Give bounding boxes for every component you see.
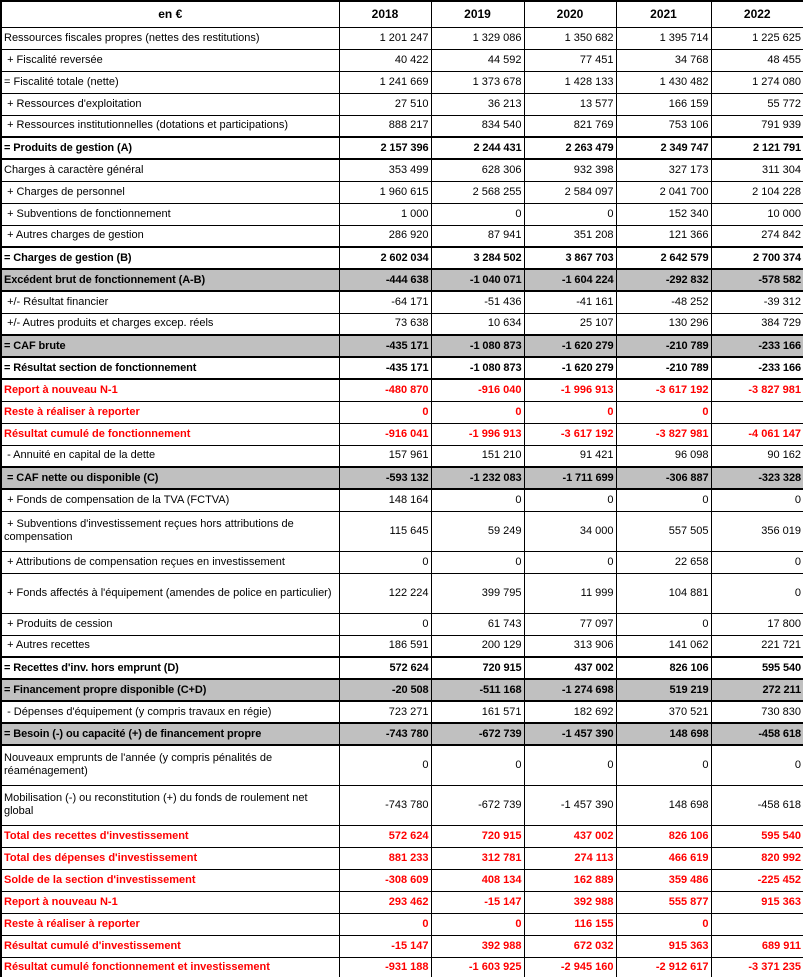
row-label: Reste à réaliser à reporter — [1, 401, 339, 423]
value-cell: 2 157 396 — [339, 137, 431, 159]
value-cell: -672 739 — [431, 723, 524, 745]
value-cell: -458 618 — [711, 723, 803, 745]
table-row — [1, 27, 803, 49]
value-cell: -435 171 — [339, 357, 431, 379]
table-row — [1, 93, 803, 115]
table-row — [1, 489, 803, 511]
table-row — [1, 225, 803, 247]
value-cell: 13 577 — [524, 93, 616, 115]
value-cell: 61 743 — [431, 613, 524, 635]
value-cell: 1 395 714 — [616, 27, 711, 49]
row-label: + Charges de personnel — [1, 181, 339, 203]
value-cell: 2 121 791 — [711, 137, 803, 159]
value-cell: 44 592 — [431, 49, 524, 71]
value-cell: 0 — [616, 401, 711, 423]
value-cell: -1 603 925 — [431, 957, 524, 977]
value-cell: -1 604 224 — [524, 269, 616, 291]
value-cell: 151 210 — [431, 445, 524, 467]
table-row — [1, 935, 803, 957]
value-cell: 116 155 — [524, 913, 616, 935]
value-cell: 2 568 255 — [431, 181, 524, 203]
table-row — [1, 869, 803, 891]
value-cell: -1 040 071 — [431, 269, 524, 291]
row-label: Résultat cumulé fonctionnement et investissement — [1, 957, 339, 977]
row-label: Mobilisation (-) ou reconstitution (+) du fonds de roulement net global — [1, 785, 339, 825]
value-cell: 91 421 — [524, 445, 616, 467]
value-cell — [711, 913, 803, 935]
value-cell: 152 340 — [616, 203, 711, 225]
value-cell: 628 306 — [431, 159, 524, 181]
value-cell: 791 939 — [711, 115, 803, 137]
unit-header: en € — [1, 1, 339, 27]
value-cell: 820 992 — [711, 847, 803, 869]
value-cell: 0 — [431, 489, 524, 511]
row-label: - Annuité en capital de la dette — [1, 445, 339, 467]
value-cell: 0 — [339, 401, 431, 423]
value-cell: 0 — [339, 745, 431, 785]
row-label: = Financement propre disponible (C+D) — [1, 679, 339, 701]
value-cell: 826 106 — [616, 657, 711, 679]
row-label: = Charges de gestion (B) — [1, 247, 339, 269]
value-cell: 888 217 — [339, 115, 431, 137]
value-cell: 55 772 — [711, 93, 803, 115]
row-label: = CAF brute — [1, 335, 339, 357]
value-cell: -480 870 — [339, 379, 431, 401]
table-row — [1, 613, 803, 635]
value-cell: 353 499 — [339, 159, 431, 181]
value-cell: 2 104 228 — [711, 181, 803, 203]
value-cell: -308 609 — [339, 869, 431, 891]
value-cell: 834 540 — [431, 115, 524, 137]
value-cell: 0 — [339, 551, 431, 573]
value-cell: 0 — [524, 551, 616, 573]
value-cell: 1 274 080 — [711, 71, 803, 93]
value-cell: 48 455 — [711, 49, 803, 71]
value-cell: 59 249 — [431, 511, 524, 551]
value-cell: 1 000 — [339, 203, 431, 225]
value-cell: 141 062 — [616, 635, 711, 657]
value-cell: -3 617 192 — [616, 379, 711, 401]
row-label: Résultat cumulé de fonctionnement — [1, 423, 339, 445]
table-row — [1, 847, 803, 869]
value-cell: 723 271 — [339, 701, 431, 723]
table-row — [1, 269, 803, 291]
value-cell: 1 241 669 — [339, 71, 431, 93]
value-cell: 73 638 — [339, 313, 431, 335]
value-cell: 437 002 — [524, 657, 616, 679]
value-cell: 1 430 482 — [616, 71, 711, 93]
value-cell: 161 571 — [431, 701, 524, 723]
row-label: = CAF nette ou disponible (C) — [1, 467, 339, 489]
value-cell: 274 113 — [524, 847, 616, 869]
value-cell: 186 591 — [339, 635, 431, 657]
value-cell: 200 129 — [431, 635, 524, 657]
value-cell: 90 162 — [711, 445, 803, 467]
value-cell: -444 638 — [339, 269, 431, 291]
value-cell: 826 106 — [616, 825, 711, 847]
value-cell: 148 164 — [339, 489, 431, 511]
row-label: +/- Résultat financier — [1, 291, 339, 313]
value-cell: 312 781 — [431, 847, 524, 869]
value-cell: 730 830 — [711, 701, 803, 723]
table-row — [1, 745, 803, 785]
value-cell: 10 000 — [711, 203, 803, 225]
table-row — [1, 785, 803, 825]
value-cell: 122 224 — [339, 573, 431, 613]
value-cell: 104 881 — [616, 573, 711, 613]
value-cell: 595 540 — [711, 825, 803, 847]
value-cell: -3 617 192 — [524, 423, 616, 445]
row-label: Reste à réaliser à reporter — [1, 913, 339, 935]
row-label: Nouveaux emprunts de l'année (y compris pénalités de réaménagement) — [1, 745, 339, 785]
value-cell: -1 620 279 — [524, 335, 616, 357]
value-cell: 313 906 — [524, 635, 616, 657]
value-cell: 689 911 — [711, 935, 803, 957]
value-cell: 932 398 — [524, 159, 616, 181]
table-row — [1, 657, 803, 679]
row-label: + Fonds de compensation de la TVA (FCTVA) — [1, 489, 339, 511]
value-cell: 0 — [431, 203, 524, 225]
value-cell: 286 920 — [339, 225, 431, 247]
value-cell: -41 161 — [524, 291, 616, 313]
value-cell: 77 451 — [524, 49, 616, 71]
value-cell: 1 201 247 — [339, 27, 431, 49]
value-cell: 437 002 — [524, 825, 616, 847]
value-cell: 10 634 — [431, 313, 524, 335]
row-label: + Produits de cession — [1, 613, 339, 635]
value-cell: 2 349 747 — [616, 137, 711, 159]
row-label: Solde de la section d'investissement — [1, 869, 339, 891]
value-cell: -1 996 913 — [431, 423, 524, 445]
value-cell: 572 624 — [339, 657, 431, 679]
value-cell: 0 — [431, 551, 524, 573]
value-cell: 0 — [431, 913, 524, 935]
value-cell: 40 422 — [339, 49, 431, 71]
table-row — [1, 423, 803, 445]
value-cell: 0 — [711, 745, 803, 785]
value-cell: 274 842 — [711, 225, 803, 247]
value-cell: -15 147 — [431, 891, 524, 913]
value-cell: -931 188 — [339, 957, 431, 977]
value-cell: -15 147 — [339, 935, 431, 957]
value-cell: 221 721 — [711, 635, 803, 657]
table-row — [1, 551, 803, 573]
value-cell: 1 960 615 — [339, 181, 431, 203]
value-cell: -1 996 913 — [524, 379, 616, 401]
value-cell: 557 505 — [616, 511, 711, 551]
value-cell: -3 371 235 — [711, 957, 803, 977]
table-row — [1, 181, 803, 203]
row-label: + Autres recettes — [1, 635, 339, 657]
value-cell: 0 — [711, 489, 803, 511]
value-cell: 272 211 — [711, 679, 803, 701]
row-label: = Produits de gestion (A) — [1, 137, 339, 159]
row-label: + Fiscalité reversée — [1, 49, 339, 71]
value-cell: 408 134 — [431, 869, 524, 891]
value-cell: 77 097 — [524, 613, 616, 635]
row-label: + Ressources d'exploitation — [1, 93, 339, 115]
value-cell: -743 780 — [339, 723, 431, 745]
table-row — [1, 379, 803, 401]
value-cell: -916 040 — [431, 379, 524, 401]
value-cell: 2 584 097 — [524, 181, 616, 203]
value-cell: 36 213 — [431, 93, 524, 115]
value-cell: 0 — [431, 745, 524, 785]
value-cell: -48 252 — [616, 291, 711, 313]
row-label: Total des recettes d'investissement — [1, 825, 339, 847]
value-cell: 0 — [616, 745, 711, 785]
value-cell: 0 — [616, 489, 711, 511]
value-cell: 572 624 — [339, 825, 431, 847]
value-cell: -672 739 — [431, 785, 524, 825]
value-cell: 915 363 — [616, 935, 711, 957]
value-cell: 555 877 — [616, 891, 711, 913]
table-row — [1, 701, 803, 723]
value-cell: -458 618 — [711, 785, 803, 825]
row-label: + Subventions de fonctionnement — [1, 203, 339, 225]
value-cell: 11 999 — [524, 573, 616, 613]
value-cell: -3 827 981 — [711, 379, 803, 401]
row-label: + Fonds affectés à l'équipement (amendes de police en particulier) — [1, 573, 339, 613]
table-row — [1, 957, 803, 977]
value-cell: 1 329 086 — [431, 27, 524, 49]
value-cell: 370 521 — [616, 701, 711, 723]
table-row — [1, 159, 803, 181]
value-cell: 672 032 — [524, 935, 616, 957]
value-cell: -511 168 — [431, 679, 524, 701]
value-cell: -292 832 — [616, 269, 711, 291]
value-cell: 25 107 — [524, 313, 616, 335]
value-cell: 27 510 — [339, 93, 431, 115]
value-cell: 96 098 — [616, 445, 711, 467]
value-cell: -916 041 — [339, 423, 431, 445]
value-cell: -1 457 390 — [524, 723, 616, 745]
row-label: + Ressources institutionnelles (dotations et participations) — [1, 115, 339, 137]
value-cell: 1 350 682 — [524, 27, 616, 49]
value-cell: 359 486 — [616, 869, 711, 891]
row-label: Report à nouveau N-1 — [1, 379, 339, 401]
value-cell: 519 219 — [616, 679, 711, 701]
year-header-2020: 2020 — [524, 1, 616, 27]
year-header-2021: 2021 — [616, 1, 711, 27]
value-cell: -210 789 — [616, 357, 711, 379]
value-cell: 3 284 502 — [431, 247, 524, 269]
value-cell: 1 225 625 — [711, 27, 803, 49]
table-body — [1, 27, 803, 977]
row-label: = Résultat section de fonctionnement — [1, 357, 339, 379]
row-label: +/- Autres produits et charges excep. réels — [1, 313, 339, 335]
value-cell: 34 000 — [524, 511, 616, 551]
row-label: Total des dépenses d'investissement — [1, 847, 339, 869]
row-label: - Dépenses d'équipement (y compris travaux en régie) — [1, 701, 339, 723]
value-cell: 753 106 — [616, 115, 711, 137]
value-cell: -39 312 — [711, 291, 803, 313]
value-cell: -306 887 — [616, 467, 711, 489]
value-cell: 157 961 — [339, 445, 431, 467]
value-cell: 0 — [431, 401, 524, 423]
value-cell: 0 — [711, 551, 803, 573]
value-cell: -1 711 699 — [524, 467, 616, 489]
value-cell: -2 912 617 — [616, 957, 711, 977]
value-cell: 0 — [339, 613, 431, 635]
value-cell: -593 132 — [339, 467, 431, 489]
row-label: Ressources fiscales propres (nettes des restitutions) — [1, 27, 339, 49]
value-cell: 720 915 — [431, 825, 524, 847]
value-cell: -1 274 698 — [524, 679, 616, 701]
value-cell: 148 698 — [616, 723, 711, 745]
value-cell: -1 080 873 — [431, 335, 524, 357]
value-cell: 3 867 703 — [524, 247, 616, 269]
table-row — [1, 137, 803, 159]
value-cell: 148 698 — [616, 785, 711, 825]
value-cell: 0 — [524, 489, 616, 511]
value-cell: 399 795 — [431, 573, 524, 613]
table-row — [1, 71, 803, 93]
table-row — [1, 357, 803, 379]
value-cell: -225 452 — [711, 869, 803, 891]
value-cell: 392 988 — [524, 891, 616, 913]
year-header-2018: 2018 — [339, 1, 431, 27]
table-row — [1, 825, 803, 847]
value-cell: 0 — [524, 745, 616, 785]
value-cell: 311 304 — [711, 159, 803, 181]
value-cell: 327 173 — [616, 159, 711, 181]
value-cell: -4 061 147 — [711, 423, 803, 445]
value-cell: -1 620 279 — [524, 357, 616, 379]
row-label: = Besoin (-) ou capacité (+) de financement propre — [1, 723, 339, 745]
value-cell: 356 019 — [711, 511, 803, 551]
year-header-2022: 2022 — [711, 1, 803, 27]
value-cell: 351 208 — [524, 225, 616, 247]
value-cell: 466 619 — [616, 847, 711, 869]
value-cell: 2 244 431 — [431, 137, 524, 159]
value-cell: 0 — [616, 913, 711, 935]
row-label: Charges à caractère général — [1, 159, 339, 181]
value-cell: -3 827 981 — [616, 423, 711, 445]
table-row — [1, 313, 803, 335]
value-cell: 915 363 — [711, 891, 803, 913]
table-row — [1, 511, 803, 551]
row-label: + Attributions de compensation reçues en investissement — [1, 551, 339, 573]
value-cell: -578 582 — [711, 269, 803, 291]
value-cell: 0 — [524, 203, 616, 225]
value-cell: -51 436 — [431, 291, 524, 313]
value-cell: 0 — [339, 913, 431, 935]
value-cell: -233 166 — [711, 357, 803, 379]
table-row — [1, 913, 803, 935]
value-cell: -435 171 — [339, 335, 431, 357]
value-cell: 162 889 — [524, 869, 616, 891]
value-cell: 121 366 — [616, 225, 711, 247]
table-row — [1, 291, 803, 313]
value-cell: -20 508 — [339, 679, 431, 701]
row-label: = Fiscalité totale (nette) — [1, 71, 339, 93]
value-cell: 392 988 — [431, 935, 524, 957]
value-cell: -210 789 — [616, 335, 711, 357]
row-label: + Subventions d'investissement reçues hors attributions de compensation — [1, 511, 339, 551]
value-cell: 34 768 — [616, 49, 711, 71]
value-cell: 720 915 — [431, 657, 524, 679]
value-cell: -323 328 — [711, 467, 803, 489]
value-cell: 2 602 034 — [339, 247, 431, 269]
header-row — [1, 1, 803, 27]
value-cell: 2 700 374 — [711, 247, 803, 269]
row-label: = Recettes d'inv. hors emprunt (D) — [1, 657, 339, 679]
table-row — [1, 573, 803, 613]
row-label: Excédent brut de fonctionnement (A-B) — [1, 269, 339, 291]
value-cell: 2 263 479 — [524, 137, 616, 159]
value-cell: 17 800 — [711, 613, 803, 635]
value-cell: -233 166 — [711, 335, 803, 357]
value-cell: 1 373 678 — [431, 71, 524, 93]
value-cell: 821 769 — [524, 115, 616, 137]
value-cell: 384 729 — [711, 313, 803, 335]
value-cell: 182 692 — [524, 701, 616, 723]
value-cell: 166 159 — [616, 93, 711, 115]
value-cell: 0 — [616, 613, 711, 635]
table-row — [1, 679, 803, 701]
value-cell: 87 941 — [431, 225, 524, 247]
value-cell: 22 658 — [616, 551, 711, 573]
value-cell: 0 — [711, 573, 803, 613]
value-cell: 2 642 579 — [616, 247, 711, 269]
value-cell: 881 233 — [339, 847, 431, 869]
row-label: + Autres charges de gestion — [1, 225, 339, 247]
table-row — [1, 247, 803, 269]
value-cell — [711, 401, 803, 423]
value-cell: 1 428 133 — [524, 71, 616, 93]
table-row — [1, 891, 803, 913]
table-row — [1, 115, 803, 137]
value-cell: 595 540 — [711, 657, 803, 679]
value-cell: -1 457 390 — [524, 785, 616, 825]
value-cell: -2 945 160 — [524, 957, 616, 977]
table-row — [1, 401, 803, 423]
value-cell: 2 041 700 — [616, 181, 711, 203]
value-cell: 130 296 — [616, 313, 711, 335]
row-label: Résultat cumulé d'investissement — [1, 935, 339, 957]
table-row — [1, 723, 803, 745]
table-row — [1, 203, 803, 225]
table-row — [1, 49, 803, 71]
table-row — [1, 467, 803, 489]
value-cell: -1 232 083 — [431, 467, 524, 489]
value-cell: -64 171 — [339, 291, 431, 313]
table-row — [1, 335, 803, 357]
value-cell: -743 780 — [339, 785, 431, 825]
table-row — [1, 635, 803, 657]
value-cell: 0 — [524, 401, 616, 423]
row-label: Report à nouveau N-1 — [1, 891, 339, 913]
table-row — [1, 445, 803, 467]
value-cell: 115 645 — [339, 511, 431, 551]
year-header-2019: 2019 — [431, 1, 524, 27]
value-cell: -1 080 873 — [431, 357, 524, 379]
value-cell: 293 462 — [339, 891, 431, 913]
